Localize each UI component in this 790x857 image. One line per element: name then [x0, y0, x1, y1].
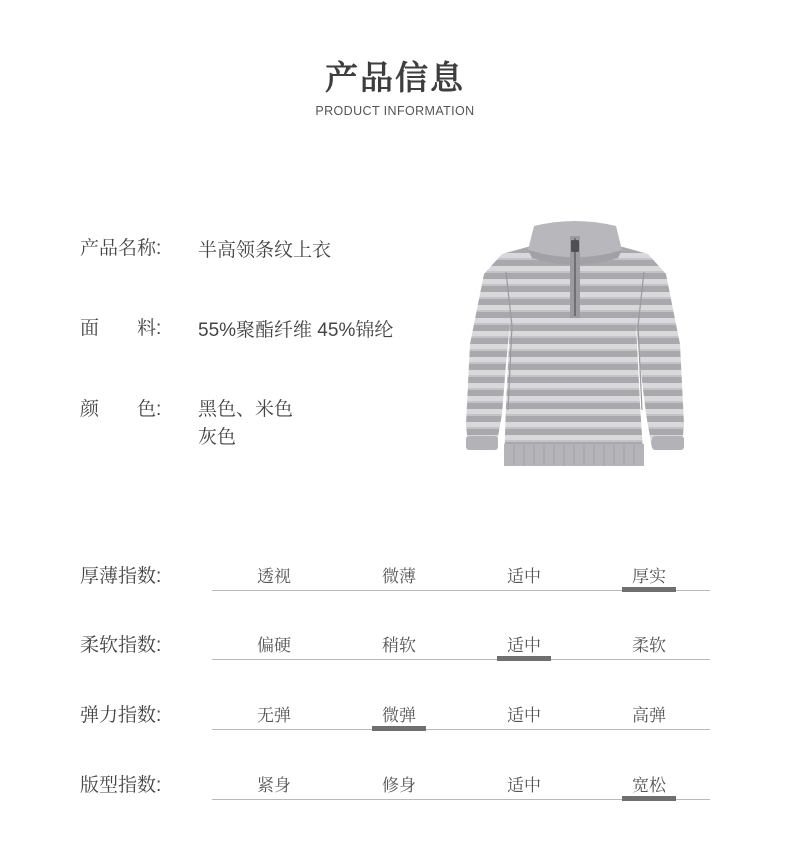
product-name-value: 半高领条纹上衣: [198, 240, 332, 261]
thickness-index-selected-marker: [622, 587, 676, 592]
color-label: 颜 色:: [80, 399, 162, 420]
softness-index-row: [0, 633, 790, 673]
fit-index-label: 版型指数:: [80, 775, 162, 796]
elasticity-index-option: 高弹: [632, 706, 666, 725]
softness-index-label: 柔软指数:: [80, 635, 162, 656]
thickness-index-option: 微薄: [382, 567, 416, 586]
softness-index-selected-marker: [497, 656, 551, 661]
color-value-line-1: 黑色、米色: [198, 399, 294, 420]
elasticity-index-track: [212, 729, 710, 730]
elasticity-index-option: 适中: [507, 706, 541, 725]
fit-index-option: 修身: [382, 776, 416, 795]
fit-index-option: 紧身: [257, 776, 291, 795]
fit-index-option: 适中: [507, 776, 541, 795]
fabric-value: 55%聚酯纤维 45%锦纶: [198, 320, 394, 341]
elasticity-index-option: 微弹: [382, 706, 416, 725]
elasticity-index-option: 无弹: [257, 706, 291, 725]
fit-index-option: 宽松: [632, 776, 666, 795]
fit-index-row: [0, 773, 790, 813]
thickness-index-row: [0, 564, 790, 604]
left-cuff: [466, 436, 498, 450]
thickness-index-label: 厚薄指数:: [80, 566, 162, 587]
elasticity-index-row: [0, 703, 790, 743]
thickness-index-option: 透视: [257, 567, 291, 586]
zipper-pull-tab: [571, 240, 579, 252]
softness-index-option: 适中: [507, 636, 541, 655]
elasticity-index-label: 弹力指数:: [80, 705, 162, 726]
striped-half-zip-sweater-image: [462, 214, 688, 472]
right-cuff: [652, 436, 684, 450]
softness-index-option: 稍软: [382, 636, 416, 655]
product-name-label: 产品名称:: [80, 238, 162, 259]
page-title: 产品信息: [325, 59, 465, 96]
softness-index-option: 偏硬: [257, 636, 291, 655]
softness-index-track: [212, 659, 710, 660]
fit-index-selected-marker: [622, 796, 676, 801]
thickness-index-option: 厚实: [632, 567, 666, 586]
fabric-label: 面 料:: [80, 318, 162, 339]
color-value: [198, 396, 293, 452]
elasticity-index-selected-marker: [372, 726, 426, 731]
thickness-index-option: 适中: [507, 567, 541, 586]
page-subtitle: PRODUCT INFORMATION: [315, 104, 475, 118]
softness-index-option: 柔软: [632, 636, 666, 655]
color-value-line-2: 灰色: [198, 427, 237, 448]
